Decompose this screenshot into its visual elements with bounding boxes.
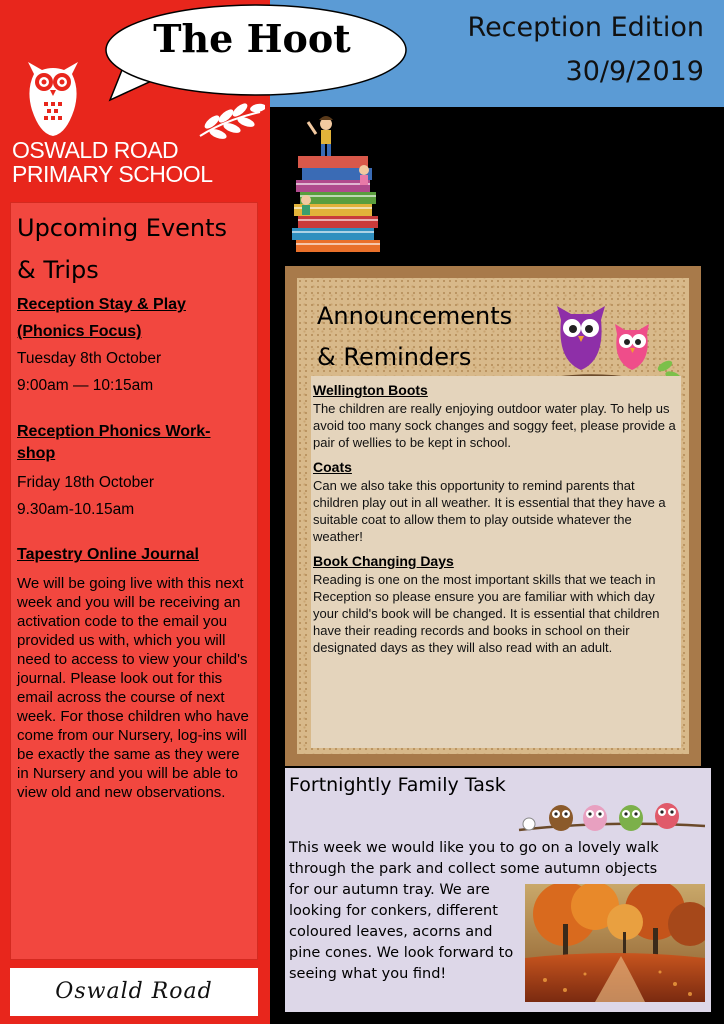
announcement-text: Can we also take this opportunity to remind parents that children play out in all weather. It is essential that they have a suitable coat to allow them to play outside whatever the weather! <box>313 478 666 544</box>
events-title <box>17 207 251 291</box>
event-heading-line: (Phonics Focus) <box>17 323 142 340</box>
edition-block <box>468 6 704 94</box>
announcements-title-line2: & Reminders <box>317 343 472 371</box>
corkboard-surface <box>297 278 689 754</box>
event-heading-line: Reception Phonics Work- <box>17 423 211 440</box>
owl-row-icon <box>517 800 707 836</box>
edition-date: 30/9/2019 <box>565 56 704 87</box>
announcement-heading: Wellington Boots <box>313 382 428 398</box>
footer-text: Oswald Road <box>55 979 213 1004</box>
event-heading-tapestry: Tapestry Online Journal <box>17 546 199 563</box>
announcement-text: Reading is one on the most important skills that we teach in Reception so please ensure you are familiar with which day your child's book will be changed. It is essential that children have their reading records and books in school on their designated days as they will also read with an adult. <box>313 572 660 655</box>
family-task-title: Fortnightly Family Task <box>289 774 506 796</box>
family-task-text-narrow: for our autumn tray. We are looking for conkers, different coloured leaves, acorns and pine cones. We look forward to seeing what you find! <box>289 882 514 982</box>
announcements-title-line1: Announcements <box>317 302 513 330</box>
owl-logo-icon <box>20 60 265 140</box>
school-name-line2: PRIMARY SCHOOL <box>12 161 213 187</box>
book-stack-icon <box>288 112 388 258</box>
footer-banner <box>10 968 258 1016</box>
announcements-content <box>311 376 681 748</box>
announcement-text: The children are really enjoying outdoor water play. To help us avoid too many sock changes and soggy feet, please provide a pair of wellies to be kept in school. <box>313 401 676 450</box>
event-heading-line: shop <box>17 445 56 462</box>
event-body-tapestry: We will be going live with this next week and you will be receiving an activation code to the email you provided us with, which you will need to access to view your child's journal. Please look out for this email across the course of next week. For those children who have come from our Nursery, log-ins will be exactly the same as they were in Nursery and you will be able to view old and new observations. <box>17 575 249 801</box>
event-date: Friday 18th October <box>17 474 154 491</box>
laurel-branch-icon <box>200 101 265 140</box>
event-heading-line: Reception Stay & Play <box>17 296 186 313</box>
autumn-park-photo <box>525 884 705 1002</box>
school-name-line1: OSWALD ROAD <box>12 137 179 163</box>
school-name <box>12 138 212 186</box>
newsletter-title: The Hoot <box>153 16 351 61</box>
family-task-panel <box>285 768 711 1012</box>
announcement-heading: Coats <box>313 459 352 475</box>
family-task-text-wide: This week we would like you to go on a lovely walk through the park and collect some autumn objects <box>289 840 659 877</box>
upcoming-events-panel <box>10 202 258 960</box>
event-heading-stay-play <box>17 291 251 345</box>
events-title-line2: & Trips <box>17 256 99 284</box>
event-date: Tuesday 8th October <box>17 350 162 367</box>
events-title-line1: Upcoming Events <box>17 214 228 242</box>
announcements-title <box>317 296 512 378</box>
event-time: 9.30am-10.15am <box>17 501 135 518</box>
edition-title: Reception Edition <box>467 12 704 43</box>
event-time: 9:00am — 10:15am <box>17 377 154 394</box>
announcements-corkboard <box>285 266 701 766</box>
announcement-heading: Book Changing Days <box>313 553 454 569</box>
event-heading-phonics-workshop <box>17 421 251 465</box>
